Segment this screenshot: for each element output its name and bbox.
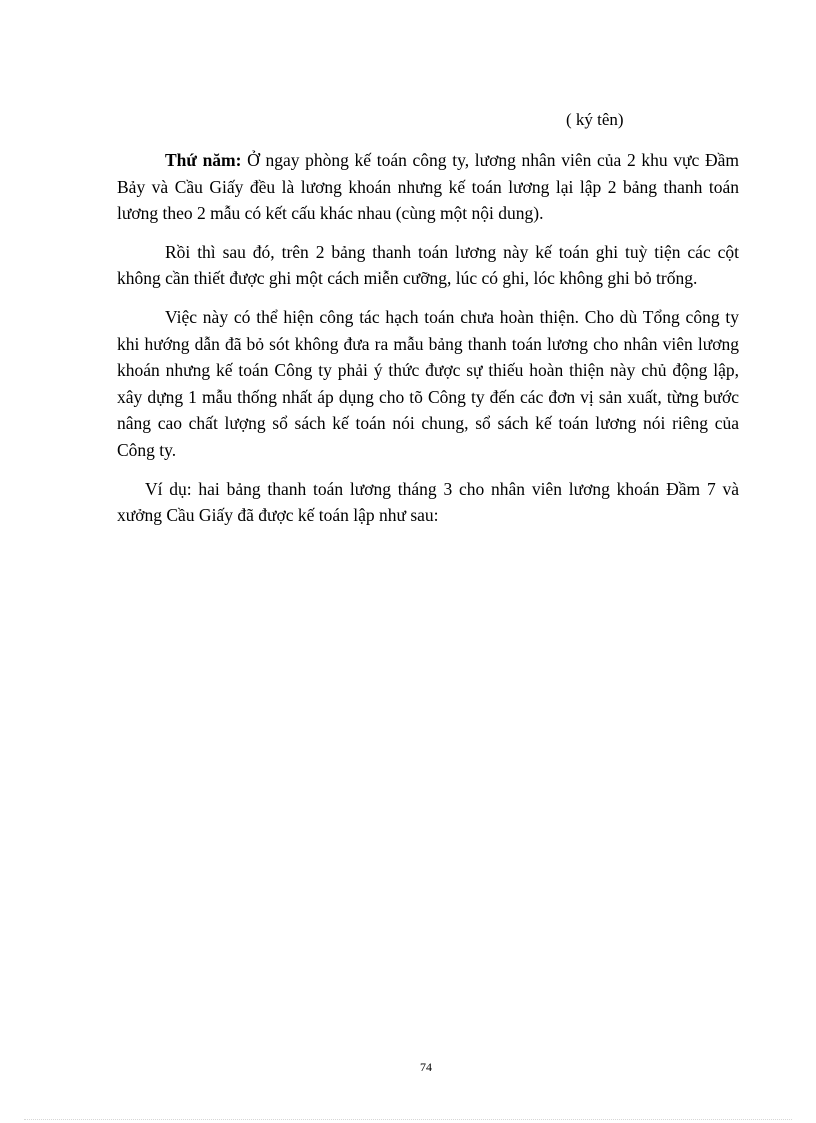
signature-label: ( ký tên) (566, 110, 624, 129)
paragraph-example: Ví dụ: hai bảng thanh toán lương tháng 3 cho nhân viên lương khoán Đầm 7 và xưởng Cầu Giấy đã được kế toán lập như sau: (117, 478, 739, 526)
paragraph: Rồi thì sau đó, trên 2 bảng thanh toán lương này kế toán ghi tuỳ tiện các cột không cần thiết được ghi một cách miễn cưỡng, lúc có ghi, lóc không ghi bỏ trống. (117, 241, 739, 289)
paragraph-lead: Thứ năm: (165, 150, 242, 170)
paragraph: Việc này có thể hiện công tác hạch toán chưa hoàn thiện. Cho dù Tổng công ty khi hướng dẫn đã bỏ sót không đưa ra mẫu bảng thanh toán lương cho nhân viên lương khoán nhưng kế toán Công ty phải ý thức được sự thiếu hoàn thiện này chủ động lập, xây dựng 1 mẫu thống nhất áp dụng cho tõ Công ty đến các đơn vị sản xuất, từng bước nâng cao chất lượng sổ sách kế toán nói chung, sổ sách kế toán lương nói riêng của Công ty. (117, 306, 739, 460)
paragraph-text: Ở ngay phòng kế toán công ty, lương nhân viên của 2 khu vực Đầm Bảy và Cầu Giấy đều là lương khoán nhưng kế toán lương lại lập 2 bảng thanh toán lương theo 2 mẫu có kết cấu khác nhau (cùng một nội dung). (117, 150, 739, 224)
body-text (117, 147, 739, 541)
paragraph-thu-nam (117, 147, 739, 227)
page-number: 74 (420, 1060, 432, 1074)
page-bottom-divider (24, 1119, 792, 1120)
